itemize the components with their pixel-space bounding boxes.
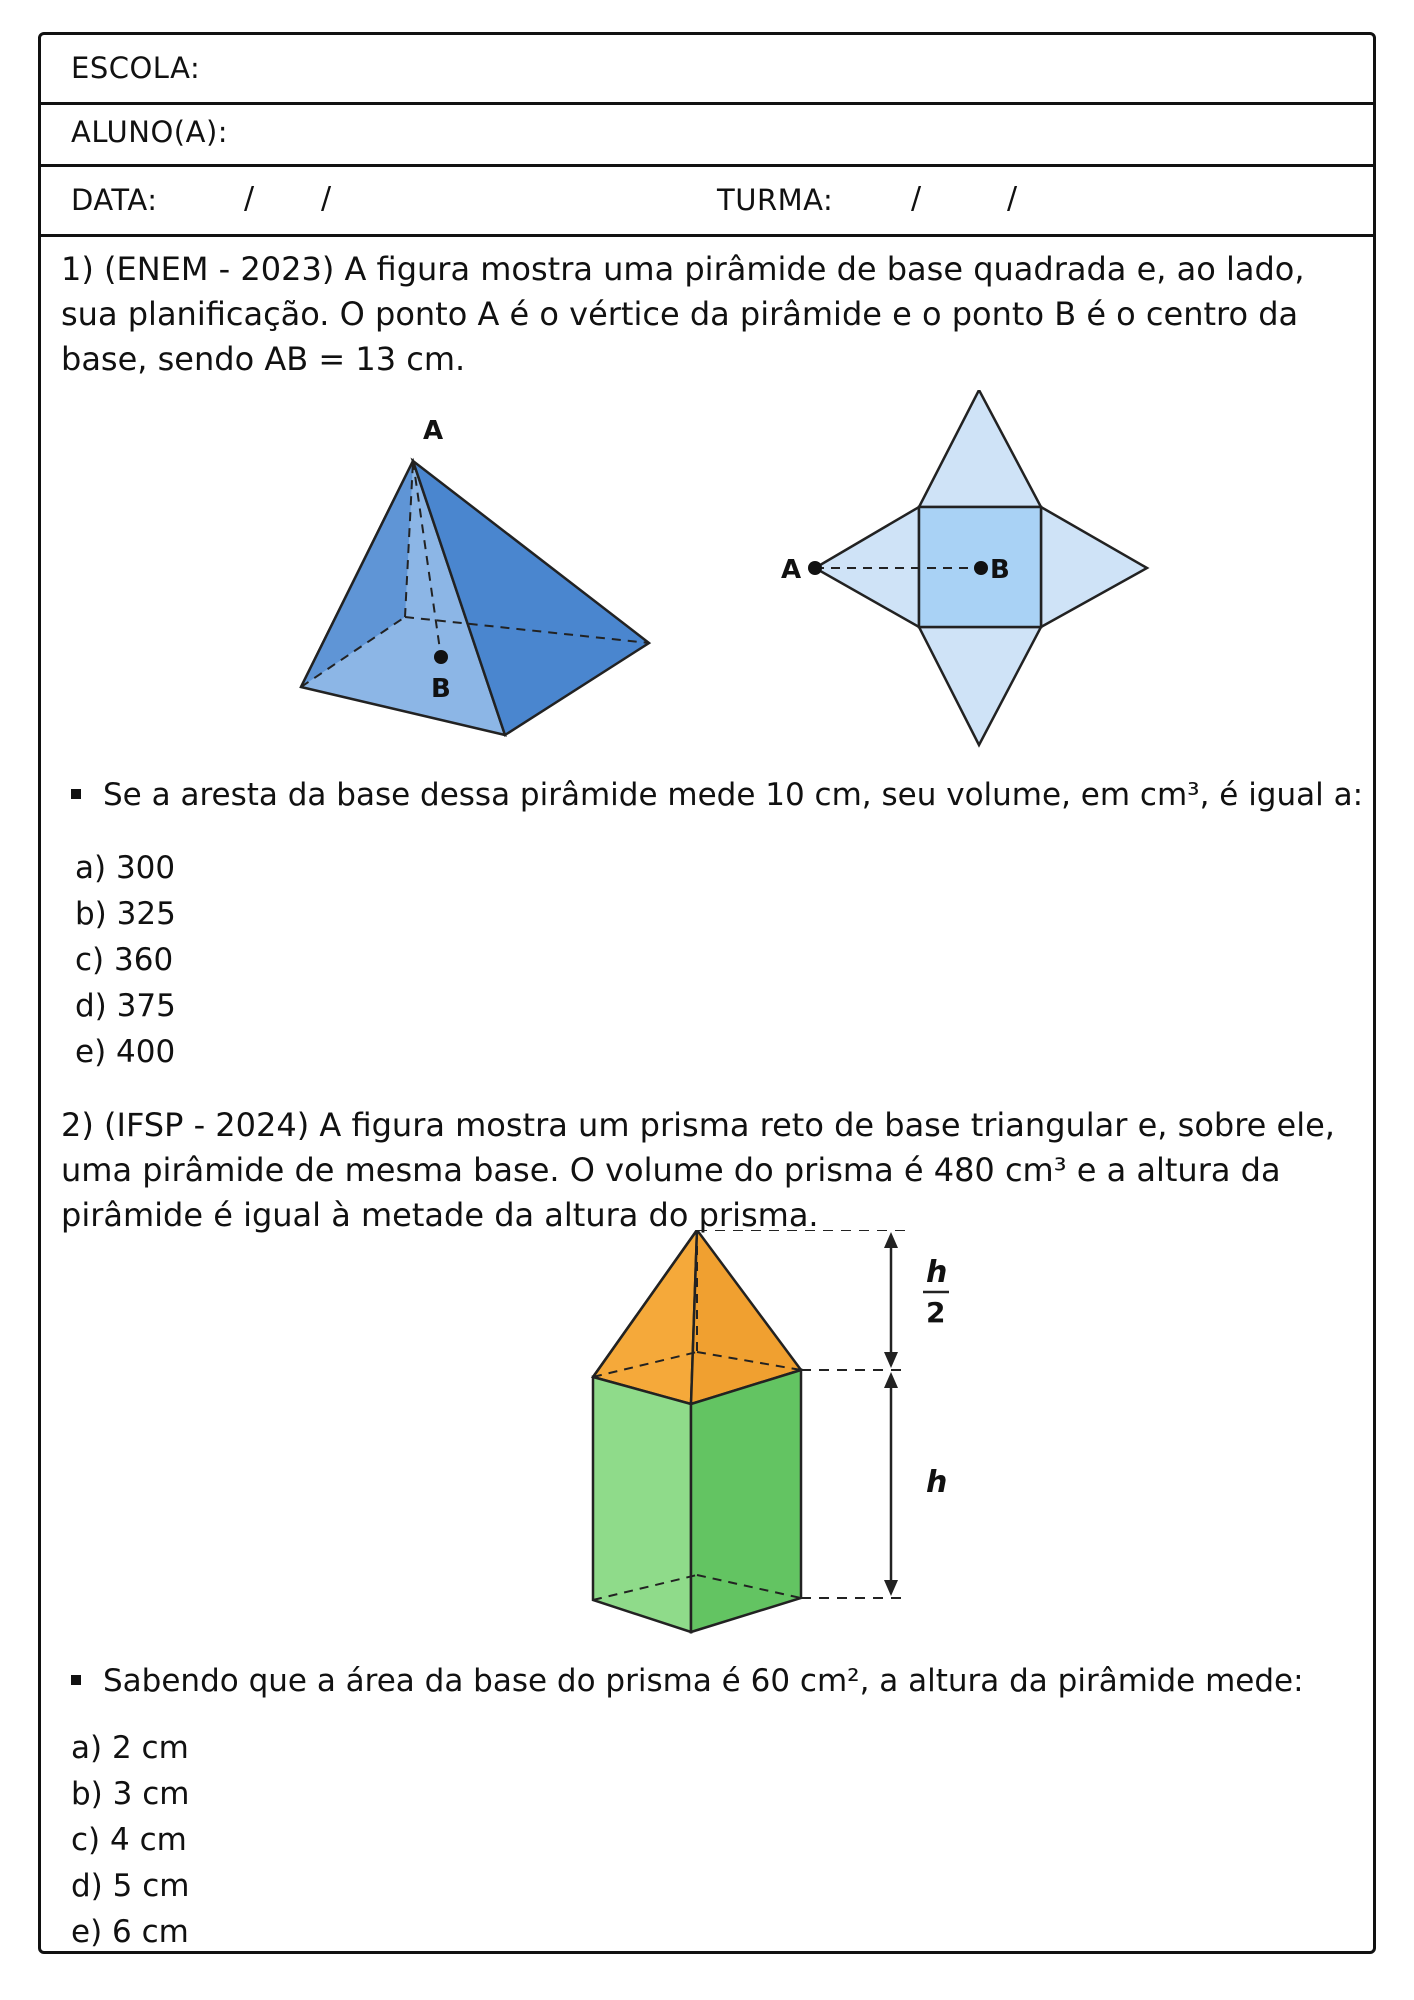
- bullet-square-icon: [71, 789, 81, 799]
- date-label: DATA:: [71, 183, 158, 217]
- date-slash-2: /: [321, 181, 332, 216]
- class-slash-1: /: [911, 181, 922, 216]
- q1-option-c[interactable]: c) 360: [75, 942, 174, 978]
- question-2-text: 2) (IFSP - 2024) A figura mostra um prisma reto de base triangular e, sobre ele, uma pirâmide de mesma base. O volume do prisma é 480 cm³ e a altura da pirâmide é igual à metade da altura do prisma.: [61, 1106, 1335, 1234]
- question-1-text: 1) (ENEM - 2023) A figura mostra uma pirâmide de base quadrada e, ao lado, sua planificação. O ponto A é o vértice da pirâmide e o ponto B é o centro da base, sendo AB = 13 cm.: [61, 250, 1305, 378]
- student-row: [41, 105, 1373, 167]
- question-1-prompt-text: Se a aresta da base dessa pirâmide mede 10 cm, seu volume, em cm³, é igual a:: [103, 777, 1364, 813]
- prism-left-face: [593, 1377, 691, 1632]
- class-slash-2: /: [1007, 181, 1018, 216]
- school-label: ESCOLA:: [71, 51, 201, 85]
- worksheet: [38, 32, 1376, 1954]
- net-point-a-dot: [808, 561, 822, 575]
- net-label-a: A: [781, 555, 802, 585]
- question-1-prompt: [71, 777, 1363, 813]
- label-a: A: [423, 416, 444, 446]
- pyramid-net-figure: [771, 390, 1191, 765]
- q2-option-b[interactable]: b) 3 cm: [71, 1776, 190, 1812]
- pyramid-figure: [291, 395, 671, 745]
- top-pyramid-front: [593, 1230, 697, 1404]
- question-2-prompt: [71, 1663, 1304, 1699]
- label-b: B: [431, 674, 451, 704]
- q1-option-e[interactable]: e) 400: [75, 1034, 176, 1070]
- q2-option-d[interactable]: d) 5 cm: [71, 1868, 190, 1904]
- question-2-prompt-text: Sabendo que a área da base do prisma é 60 cm², a altura da pirâmide mede:: [103, 1663, 1304, 1699]
- net-point-b-dot: [974, 561, 988, 575]
- net-right-triangle: [1041, 507, 1147, 627]
- label-h-numerator: h: [926, 1255, 948, 1290]
- net-bottom-triangle: [919, 627, 1041, 745]
- question-2-options: [71, 1725, 189, 1955]
- q2-option-c[interactable]: c) 4 cm: [71, 1822, 187, 1858]
- bullet-square-icon: [71, 1675, 81, 1685]
- prism-right-face: [691, 1370, 801, 1632]
- q2-option-a[interactable]: a) 2 cm: [71, 1730, 189, 1766]
- q1-option-a[interactable]: a) 300: [75, 850, 176, 886]
- question-1-options: [75, 845, 176, 1075]
- date-row: [41, 167, 1373, 237]
- net-top-triangle: [919, 390, 1041, 507]
- prism-pyramid-figure: [561, 1230, 981, 1635]
- q1-option-b[interactable]: b) 325: [75, 896, 176, 932]
- label-h: h: [926, 1465, 948, 1500]
- point-b-dot: [434, 650, 448, 664]
- date-slash-1: /: [244, 181, 255, 216]
- q2-option-e[interactable]: e) 6 cm: [71, 1914, 189, 1950]
- class-label: TURMA:: [717, 183, 834, 217]
- school-row: [41, 35, 1373, 105]
- net-label-b: B: [990, 555, 1010, 585]
- student-label: ALUNO(A):: [71, 115, 229, 149]
- label-h-denominator: 2: [926, 1296, 946, 1329]
- q1-option-d[interactable]: d) 375: [75, 988, 176, 1024]
